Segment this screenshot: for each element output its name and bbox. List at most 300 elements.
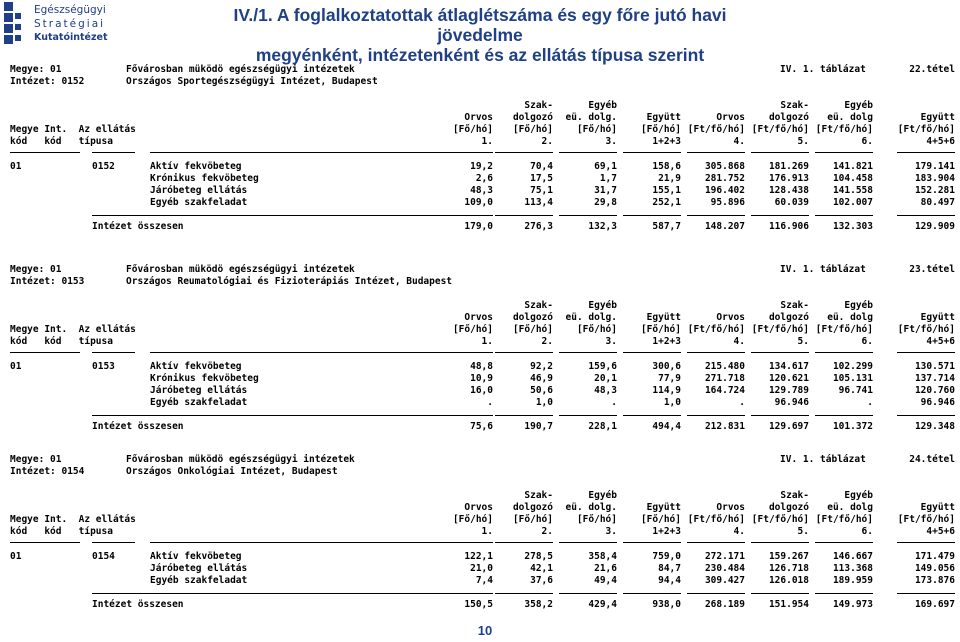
table-cell: 70,4 — [530, 161, 553, 172]
table-cell: 19,2 — [470, 161, 493, 172]
column-header: 1+2+3 — [652, 526, 681, 537]
column-header: 6. — [861, 336, 873, 347]
divider — [623, 415, 681, 416]
total-cell: 132.303 — [832, 221, 873, 232]
total-cell: 276,3 — [524, 221, 553, 232]
column-header: eü. dolg — [827, 112, 873, 123]
care-type-label: Járóbeteg ellátás — [150, 563, 248, 574]
table-ref: IV. 1. táblázat — [780, 64, 866, 75]
column-header: [Fő/hó] — [512, 324, 553, 335]
table-cell: 114,9 — [652, 385, 681, 396]
divider — [92, 215, 437, 216]
table-cell: 358,4 — [588, 551, 617, 562]
divider — [495, 152, 553, 153]
divider — [687, 352, 745, 353]
total-cell: 358,2 — [524, 599, 553, 610]
total-cell: 268.189 — [704, 599, 745, 610]
column-header: dolgozó — [512, 112, 553, 123]
table-cell: 16,0 — [470, 385, 493, 396]
table-cell: 105.131 — [832, 373, 873, 384]
divider — [897, 593, 955, 594]
megye-kod: 01 — [10, 161, 22, 172]
column-header: eü. dolg — [827, 502, 873, 513]
table-cell: 46,9 — [530, 373, 553, 384]
divider — [495, 415, 553, 416]
care-type-label: Egyéb szakfeladat — [150, 575, 248, 586]
table-cell: 122,1 — [464, 551, 493, 562]
intezet-label: Intézet: 0152 — [10, 76, 85, 87]
total-cell: 150,5 — [464, 599, 493, 610]
total-cell: 190,7 — [524, 421, 553, 432]
table-cell: 141.558 — [832, 185, 873, 196]
table-cell: 20,1 — [594, 373, 617, 384]
total-label: Intézet összesen — [92, 421, 184, 432]
divider — [897, 415, 955, 416]
table-cell: 152.281 — [914, 185, 955, 196]
table-cell: 1,7 — [599, 173, 617, 184]
table-cell: 10,9 — [470, 373, 493, 384]
table-cell: 48,3 — [594, 385, 617, 396]
row-header-labels: Megye Int. Az ellátás — [10, 124, 136, 135]
divider — [559, 215, 617, 216]
column-header: 4+5+6 — [926, 336, 955, 347]
divider — [92, 352, 135, 353]
logo-mark-icon — [4, 2, 30, 48]
table-cell: 42,1 — [530, 563, 553, 574]
column-header: 6. — [861, 526, 873, 537]
table-cell: 50,6 — [530, 385, 553, 396]
column-header: Orvos — [716, 312, 745, 323]
divider — [815, 215, 873, 216]
table-cell: 189.959 — [832, 575, 873, 586]
column-header: 4+5+6 — [926, 136, 955, 147]
column-header: Egyéb — [844, 100, 873, 111]
divider — [559, 542, 617, 543]
megye-name: Fővárosban müködö egészségügyi intézetek — [126, 64, 355, 75]
table-ref: IV. 1. táblázat — [780, 454, 866, 465]
table-cell: 96.946 — [920, 397, 955, 408]
intezet-name: Országos Reumatológiai és Fizioterápiás Intézet, Budapest — [126, 276, 453, 287]
column-header: Együtt — [646, 312, 681, 323]
table-cell: 252,1 — [652, 197, 681, 208]
column-header: Egyéb — [588, 300, 617, 311]
intezet-label: Intézet: 0153 — [10, 276, 85, 287]
int-kod: 0153 — [92, 361, 115, 372]
divider — [435, 542, 493, 543]
table-cell: 128.438 — [768, 185, 809, 196]
table-cell: 102.007 — [832, 197, 873, 208]
column-header: Szak- — [524, 490, 553, 501]
logo-line-2: Stratégiai — [34, 18, 106, 30]
table-cell: 113,4 — [524, 197, 553, 208]
int-kod: 0152 — [92, 161, 115, 172]
care-type-label: Aktív fekvöbeteg — [150, 161, 242, 172]
column-header: Szak- — [780, 300, 809, 311]
column-header: Együtt — [646, 502, 681, 513]
column-header: eü. dolg. — [565, 312, 617, 323]
table-cell: 80.497 — [920, 197, 955, 208]
megye-label: Megye: 01 — [10, 264, 62, 275]
column-header: 2. — [541, 136, 553, 147]
column-header: Szak- — [524, 100, 553, 111]
total-label: Intézet összesen — [92, 221, 184, 232]
table-cell: 92,2 — [530, 361, 553, 372]
page-title-line-2: megyénként, intézetenként és az ellátás típusa szerint — [255, 45, 705, 65]
divider — [897, 152, 955, 153]
item-number: 24.tétel — [909, 454, 955, 465]
column-header: dolgozó — [768, 312, 809, 323]
total-cell: 228,1 — [588, 421, 617, 432]
table-cell: 84,7 — [658, 563, 681, 574]
column-header: 1+2+3 — [652, 336, 681, 347]
column-header: [Fő/hó] — [640, 124, 681, 135]
table-cell: 141.821 — [832, 161, 873, 172]
column-header: [Fő/hó] — [576, 124, 617, 135]
column-header: 5. — [797, 526, 809, 537]
table-cell: 48,8 — [470, 361, 493, 372]
divider — [559, 415, 617, 416]
divider — [623, 215, 681, 216]
column-header: eü. dolg. — [565, 112, 617, 123]
column-header: Egyéb — [844, 490, 873, 501]
table-ref: IV. 1. táblázat — [780, 264, 866, 275]
total-cell: 179,0 — [464, 221, 493, 232]
column-header: 3. — [605, 336, 617, 347]
divider — [815, 352, 873, 353]
table-cell: 109,0 — [464, 197, 493, 208]
care-type-label: Krónikus fekvöbeteg — [150, 373, 259, 384]
page-number: 10 — [477, 623, 493, 638]
divider — [751, 215, 809, 216]
column-header: 3. — [605, 136, 617, 147]
table-cell: 759,0 — [652, 551, 681, 562]
column-header: Együtt — [920, 112, 955, 123]
table-cell: . — [611, 397, 617, 408]
table-cell: 271.718 — [704, 373, 745, 384]
column-header: [Ft/fő/hó] — [815, 124, 873, 135]
table-cell: 158,6 — [652, 161, 681, 172]
divider — [751, 352, 809, 353]
table-cell: 137.714 — [914, 373, 955, 384]
divider — [623, 542, 681, 543]
column-header: [Fő/hó] — [640, 324, 681, 335]
table-cell: 69,1 — [594, 161, 617, 172]
logo-line-1: Egészségügyi — [34, 4, 106, 16]
column-header: [Ft/fő/hó] — [687, 124, 745, 135]
intezet-name: Országos Sportegészségügyi Intézet, Budapest — [126, 76, 378, 87]
column-header: dolgozó — [512, 312, 553, 323]
table-cell: 1,0 — [535, 397, 553, 408]
column-header: [Ft/fő/hó] — [897, 514, 955, 525]
care-type-label: Aktív fekvöbeteg — [150, 551, 242, 562]
column-header: [Fő/hó] — [512, 514, 553, 525]
divider — [751, 152, 809, 153]
divider — [897, 542, 955, 543]
table-cell: 215.480 — [704, 361, 745, 372]
divider — [92, 542, 135, 543]
total-cell: 132,3 — [588, 221, 617, 232]
table-cell: . — [739, 397, 745, 408]
column-header: 4+5+6 — [926, 526, 955, 537]
column-header: 5. — [797, 136, 809, 147]
column-header: [Ft/fő/hó] — [687, 514, 745, 525]
column-header: dolgozó — [768, 502, 809, 513]
divider — [815, 542, 873, 543]
megye-kod: 01 — [10, 361, 22, 372]
int-kod: 0154 — [92, 551, 115, 562]
divider — [623, 593, 681, 594]
divider — [559, 593, 617, 594]
table-cell: 129.789 — [768, 385, 809, 396]
divider — [495, 593, 553, 594]
divider — [435, 215, 493, 216]
page-title — [200, 5, 760, 65]
total-cell: 101.372 — [832, 421, 873, 432]
divider — [495, 352, 553, 353]
table-cell: 21,6 — [594, 563, 617, 574]
divider — [10, 542, 80, 543]
divider — [495, 215, 553, 216]
row-header-labels: kód kód típusa — [10, 336, 113, 347]
table-cell: 7,4 — [475, 575, 493, 586]
table-cell: 278,5 — [524, 551, 553, 562]
column-header: 1+2+3 — [652, 136, 681, 147]
column-header: dolgozó — [768, 112, 809, 123]
table-cell: 149.056 — [914, 563, 955, 574]
divider — [10, 152, 80, 153]
total-cell: 151.954 — [768, 599, 809, 610]
page-title-line-1: IV./1. A foglalkoztatottak átlaglétszáma és egy főre jutó havi jövedelme — [233, 5, 727, 45]
table-cell: 134.617 — [768, 361, 809, 372]
table-cell: 300,6 — [652, 361, 681, 372]
total-cell: 129.697 — [768, 421, 809, 432]
divider — [435, 352, 493, 353]
table-cell: 29,8 — [594, 197, 617, 208]
column-header: Együtt — [646, 112, 681, 123]
column-header: [Ft/fő/hó] — [751, 324, 809, 335]
divider — [92, 593, 437, 594]
table-cell: 37,6 — [530, 575, 553, 586]
table-cell: 305.868 — [704, 161, 745, 172]
total-label: Intézet összesen — [92, 599, 184, 610]
total-cell: 129.348 — [914, 421, 955, 432]
divider — [687, 152, 745, 153]
column-header: Egyéb — [588, 100, 617, 111]
column-header: 1. — [481, 136, 493, 147]
column-header: Orvos — [716, 112, 745, 123]
table-cell: 126.018 — [768, 575, 809, 586]
table-cell: 77,9 — [658, 373, 681, 384]
megye-label: Megye: 01 — [10, 64, 62, 75]
table-cell: 31,7 — [594, 185, 617, 196]
column-header: [Fő/hó] — [452, 324, 493, 335]
table-cell: 159,6 — [588, 361, 617, 372]
divider — [687, 415, 745, 416]
column-header: [Fő/hó] — [640, 514, 681, 525]
total-cell: 75,6 — [470, 421, 493, 432]
divider — [435, 415, 493, 416]
divider — [435, 593, 493, 594]
table-cell: 17,5 — [530, 173, 553, 184]
divider — [751, 415, 809, 416]
column-header: Orvos — [464, 112, 493, 123]
table-cell: . — [487, 397, 493, 408]
table-cell: 155,1 — [652, 185, 681, 196]
megye-name: Fővárosban müködö egészségügyi intézetek — [126, 264, 355, 275]
table-cell: 2,6 — [475, 173, 493, 184]
care-type-label: Egyéb szakfeladat — [150, 397, 248, 408]
logo — [4, 2, 108, 48]
total-cell: 212.831 — [704, 421, 745, 432]
table-cell: 60.039 — [774, 197, 809, 208]
divider — [815, 152, 873, 153]
care-type-label: Járóbeteg ellátás — [150, 185, 248, 196]
table-cell: 196.402 — [704, 185, 745, 196]
table-cell: 120.621 — [768, 373, 809, 384]
table-cell: 159.267 — [768, 551, 809, 562]
table-cell: 113.368 — [832, 563, 873, 574]
total-cell: 169.697 — [914, 599, 955, 610]
divider — [815, 593, 873, 594]
column-header: Együtt — [920, 502, 955, 513]
megye-name: Fővárosban müködö egészségügyi intézetek — [126, 454, 355, 465]
table-cell: 21,9 — [658, 173, 681, 184]
divider — [150, 352, 437, 353]
column-header: [Fő/hó] — [452, 124, 493, 135]
total-cell: 429,4 — [588, 599, 617, 610]
table-cell: 126.718 — [768, 563, 809, 574]
column-header: 4. — [733, 336, 745, 347]
column-header: Szak- — [780, 490, 809, 501]
column-header: eü. dolg — [827, 312, 873, 323]
divider — [559, 152, 617, 153]
column-header: [Fő/hó] — [576, 514, 617, 525]
column-header: [Ft/fő/hó] — [815, 514, 873, 525]
column-header: eü. dolg. — [565, 502, 617, 513]
table-cell: 49,4 — [594, 575, 617, 586]
divider — [687, 215, 745, 216]
divider — [495, 542, 553, 543]
column-header: Együtt — [920, 312, 955, 323]
row-header-labels: Megye Int. Az ellátás — [10, 324, 136, 335]
intezet-name: Országos Onkológiai Intézet, Budapest — [126, 466, 338, 477]
column-header: [Ft/fő/hó] — [751, 124, 809, 135]
divider — [815, 415, 873, 416]
column-header: 1. — [481, 526, 493, 537]
divider — [623, 152, 681, 153]
divider — [92, 415, 437, 416]
table-cell: 272.171 — [704, 551, 745, 562]
total-cell: 149.973 — [832, 599, 873, 610]
intezet-label: Intézet: 0154 — [10, 466, 85, 477]
divider — [150, 152, 437, 153]
table-cell: 21,0 — [470, 563, 493, 574]
column-header: [Ft/fő/hó] — [815, 324, 873, 335]
table-cell: 183.904 — [914, 173, 955, 184]
divider — [687, 542, 745, 543]
row-header-labels: Megye Int. Az ellátás — [10, 514, 136, 525]
table-cell: 230.484 — [704, 563, 745, 574]
column-header: 1. — [481, 336, 493, 347]
table-cell: 48,3 — [470, 185, 493, 196]
table-cell: 96.741 — [838, 385, 873, 396]
column-header: Szak- — [780, 100, 809, 111]
care-type-label: Krónikus fekvöbeteg — [150, 173, 259, 184]
column-header: [Ft/fő/hó] — [687, 324, 745, 335]
column-header: 2. — [541, 336, 553, 347]
divider — [435, 152, 493, 153]
table-cell: 181.269 — [768, 161, 809, 172]
column-header: 3. — [605, 526, 617, 537]
column-header: [Fő/hó] — [512, 124, 553, 135]
column-header: [Fő/hó] — [576, 324, 617, 335]
total-cell: 129.909 — [914, 221, 955, 232]
logo-line-3: Kutatóintézet — [34, 32, 108, 43]
table-cell: 94,4 — [658, 575, 681, 586]
table-cell: 95.896 — [710, 197, 745, 208]
total-cell: 587,7 — [652, 221, 681, 232]
divider — [10, 352, 80, 353]
table-cell: 171.479 — [914, 551, 955, 562]
divider — [92, 152, 135, 153]
table-cell: 164.724 — [704, 385, 745, 396]
column-header: Orvos — [464, 502, 493, 513]
table-cell: 96.946 — [774, 397, 809, 408]
table-cell: 309.427 — [704, 575, 745, 586]
megye-label: Megye: 01 — [10, 454, 62, 465]
table-cell: . — [867, 397, 873, 408]
column-header: Orvos — [464, 312, 493, 323]
table-cell: 120.760 — [914, 385, 955, 396]
table-cell: 179.141 — [914, 161, 955, 172]
column-header: 4. — [733, 526, 745, 537]
column-header: dolgozó — [512, 502, 553, 513]
care-type-label: Aktív fekvöbeteg — [150, 361, 242, 372]
table-cell: 173.876 — [914, 575, 955, 586]
table-cell: 130.571 — [914, 361, 955, 372]
table-cell: 102.299 — [832, 361, 873, 372]
table-cell: 104.458 — [832, 173, 873, 184]
column-header: Orvos — [716, 502, 745, 513]
divider — [751, 593, 809, 594]
total-cell: 494,4 — [652, 421, 681, 432]
total-cell: 148.207 — [704, 221, 745, 232]
column-header: Szak- — [524, 300, 553, 311]
divider — [559, 352, 617, 353]
care-type-label: Egyéb szakfeladat — [150, 197, 248, 208]
row-header-labels: kód kód típusa — [10, 136, 113, 147]
divider — [150, 542, 437, 543]
table-cell: 176.913 — [768, 173, 809, 184]
megye-kod: 01 — [10, 551, 22, 562]
column-header: [Fő/hó] — [452, 514, 493, 525]
item-number: 22.tétel — [909, 64, 955, 75]
care-type-label: Járóbeteg ellátás — [150, 385, 248, 396]
item-number: 23.tétel — [909, 264, 955, 275]
divider — [897, 215, 955, 216]
column-header: 2. — [541, 526, 553, 537]
column-header: Egyéb — [588, 490, 617, 501]
row-header-labels: kód kód típusa — [10, 526, 113, 537]
column-header: [Ft/fő/hó] — [897, 324, 955, 335]
divider — [687, 593, 745, 594]
column-header: 5. — [797, 336, 809, 347]
column-header: Egyéb — [844, 300, 873, 311]
column-header: [Ft/fő/hó] — [751, 514, 809, 525]
table-cell: 1,0 — [663, 397, 681, 408]
table-cell: 281.752 — [704, 173, 745, 184]
column-header: 6. — [861, 136, 873, 147]
